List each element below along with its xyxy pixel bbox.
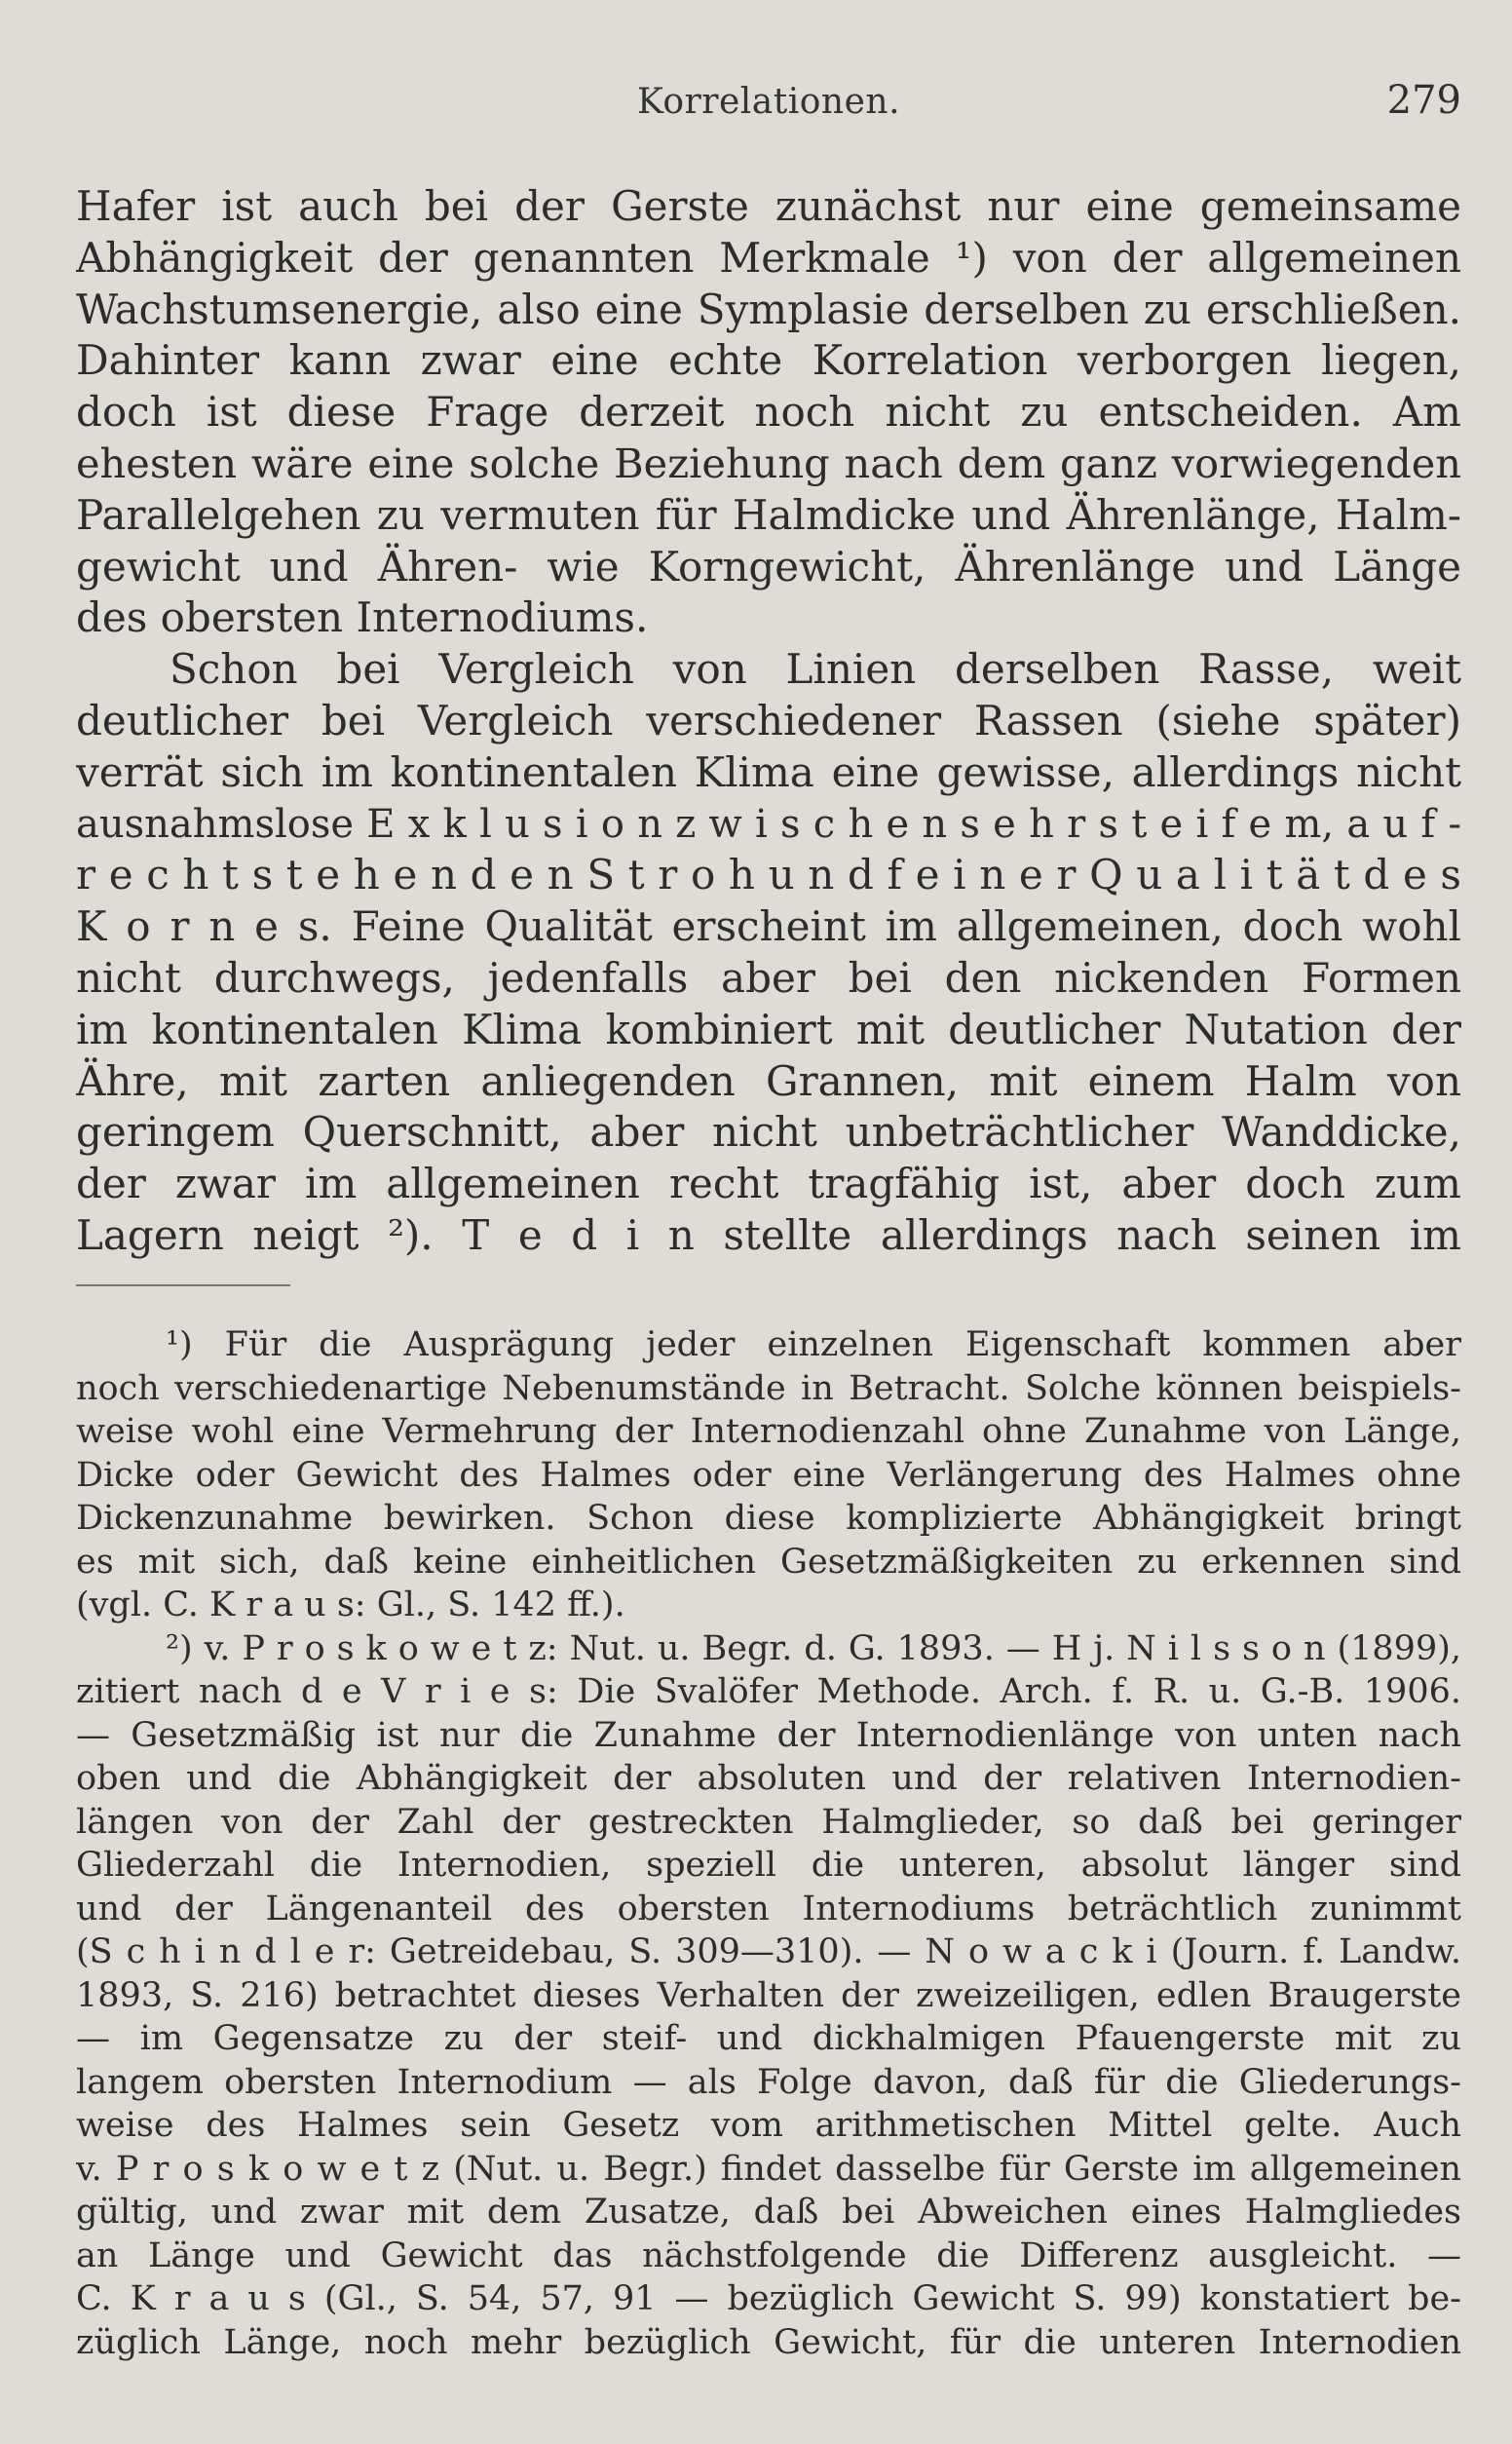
text-line: im kontinentalen Klima kombiniert mit deutlicher Nutation der <box>76 1005 1461 1053</box>
running-title: Korrelationen. <box>636 82 901 122</box>
footnote-line: es mit sich, daß keine einheitlichen Gesetzmäßigkeiten zu erkennen sind <box>76 1542 1461 1582</box>
text-line: K o r n e s. Feine Qualität erscheint im allgemeinen, doch wohl <box>76 902 1461 951</box>
footnote-line: v. P r o s k o w e t z (Nut. u. Begr.) findet dasselbe für Gerste im allgemeinen <box>76 2149 1461 2189</box>
text-line: Hafer ist auch bei der Gerste zunächst nur eine gemeinsame <box>76 182 1461 230</box>
footnote-line: ¹) Für die Ausprägung jeder einzelnen Eigenschaft kommen aber <box>166 1325 1461 1364</box>
footnote-line: Dickenzunahme bewirken. Schon diese komplizierte Abhängigkeit bringt <box>76 1499 1461 1538</box>
text-line: ehesten wäre eine solche Beziehung nach dem ganz vorwiegenden <box>76 439 1461 487</box>
footnote-line: oben und die Abhängigkeit der absoluten und der relativen Internodien- <box>76 1759 1461 1798</box>
footnote-line: (S c h i n d l e r: Getreidebau, S. 309—310). — N o w a c k i (Journ. f. Landw. <box>76 1932 1461 1971</box>
text-line: der zwar im allgemeinen recht tragfähig ist, aber doch zum <box>76 1160 1461 1208</box>
footnote-line: gültig, und zwar mit dem Zusatze, daß bei Abweichen eines Halmgliedes <box>76 2193 1461 2232</box>
footnote-line: — Gesetzmäßig ist nur die Zunahme der Internodienlänge von unten nach <box>76 1715 1461 1755</box>
footnote-line: weise des Halmes sein Gesetz vom arithmetischen Mittel gelte. Auch <box>76 2106 1461 2145</box>
footnotes <box>76 1323 1461 2364</box>
text-line: gewicht und Ähren- wie Korngewicht, Ährenlänge und Länge <box>76 542 1461 591</box>
footnote-line: (vgl. C. K r a u s: Gl., S. 142 ff.). <box>76 1585 625 1624</box>
footnote-line: längen von der Zahl der gestreckten Halmglieder, so daß bei geringer <box>76 1802 1461 1842</box>
text-line: ausnahmslose E x k l u s i o n z w i s c h e n s e h r s t e i f e m, a u f - <box>76 801 1461 847</box>
footnote-line: und der Längenanteil des obersten Internodiums beträchtlich zunimmt <box>76 1889 1461 1928</box>
footnote-line: — im Gegensatze zu der steif- und dickhalmigen Pfauengerste mit zu <box>76 2019 1461 2058</box>
text-line: Wachstumsenergie, also eine Symplasie derselben zu erschließen. <box>76 285 1461 333</box>
text-line: deutlicher bei Vergleich verschiedener Rassen (siehe später) <box>76 696 1461 745</box>
footnote-line: C. K r a u s (Gl., S. 54, 57, 91 — bezüglich Gewicht S. 99) konstatiert be- <box>76 2279 1461 2318</box>
footnote-divider <box>76 1284 290 1286</box>
footnote-line: 1893, S. 216) betrachtet dieses Verhalten der zweizeiligen, edlen Braugerste <box>76 1975 1461 2015</box>
footnote-line: an Länge und Gewicht das nächstfolgende die Differenz ausgleicht. — <box>76 2235 1461 2275</box>
text-line: doch ist diese Frage derzeit noch nicht zu entscheiden. Am <box>76 388 1461 437</box>
page-header <box>76 78 1461 140</box>
footnote-line: Dicke oder Gewicht des Halmes oder eine Verlängerung des Halmes ohne <box>76 1455 1461 1495</box>
text-line: Lagern neigt ²). T e d i n stellte allerdings nach seinen im <box>76 1210 1461 1259</box>
footnote-line: langem obersten Internodium — als Folge davon, daß für die Gliederungs- <box>76 2062 1461 2102</box>
footnote-line: ²) v. P r o s k o w e t z: Nut. u. Begr. d. G. 1893. — H j. N i l s s o n (1899), <box>166 1628 1461 1668</box>
page-number: 279 <box>1386 78 1461 123</box>
text-line: r e c h t s t e h e n d e n S t r o h u n d f e i n e r Q u a l i t ä t d e s <box>76 851 1461 899</box>
text-line: Abhängigkeit der genannten Merkmale ¹) von der allgemeinen <box>76 233 1461 282</box>
text-line: verrät sich im kontinentalen Klima eine gewisse, allerdings nicht <box>76 747 1461 796</box>
footnote-line: Gliederzahl die Internodien, speziell die unteren, absolut länger sind <box>76 1846 1461 1885</box>
text-line: nicht durchwegs, jedenfalls aber bei den nickenden Formen <box>76 953 1461 1002</box>
text-line: Dahinter kann zwar eine echte Korrelation verborgen liegen, <box>76 336 1461 385</box>
text-line: geringem Querschnitt, aber nicht unbeträchtlicher Wanddicke, <box>76 1108 1461 1157</box>
footnote-line: zitiert nach d e V r i e s: Die Svalöfer Methode. Arch. f. R. u. G.-B. 1906. <box>76 1672 1461 1711</box>
text-line: Parallelgehen zu vermuten für Halmdicke und Ährenlänge, Halm- <box>76 490 1461 539</box>
text-line: Schon bei Vergleich von Linien derselben Rasse, weit <box>170 645 1461 694</box>
text-line: des obersten Internodiums. <box>76 593 649 642</box>
footnote-line: noch verschiedenartige Nebenumstände in Betracht. Solche können beispiels- <box>76 1368 1461 1408</box>
footnote-line: weise wohl eine Vermehrung der Internodienzahl ohne Zunahme von Länge, <box>76 1412 1461 1451</box>
footnote-line: züglich Länge, noch mehr bezüglich Gewicht, für die unteren Internodien <box>76 2322 1461 2362</box>
text-line: Ähre, mit zarten anliegenden Grannen, mit einem Halm von <box>76 1056 1461 1105</box>
body-text <box>76 181 1461 1262</box>
